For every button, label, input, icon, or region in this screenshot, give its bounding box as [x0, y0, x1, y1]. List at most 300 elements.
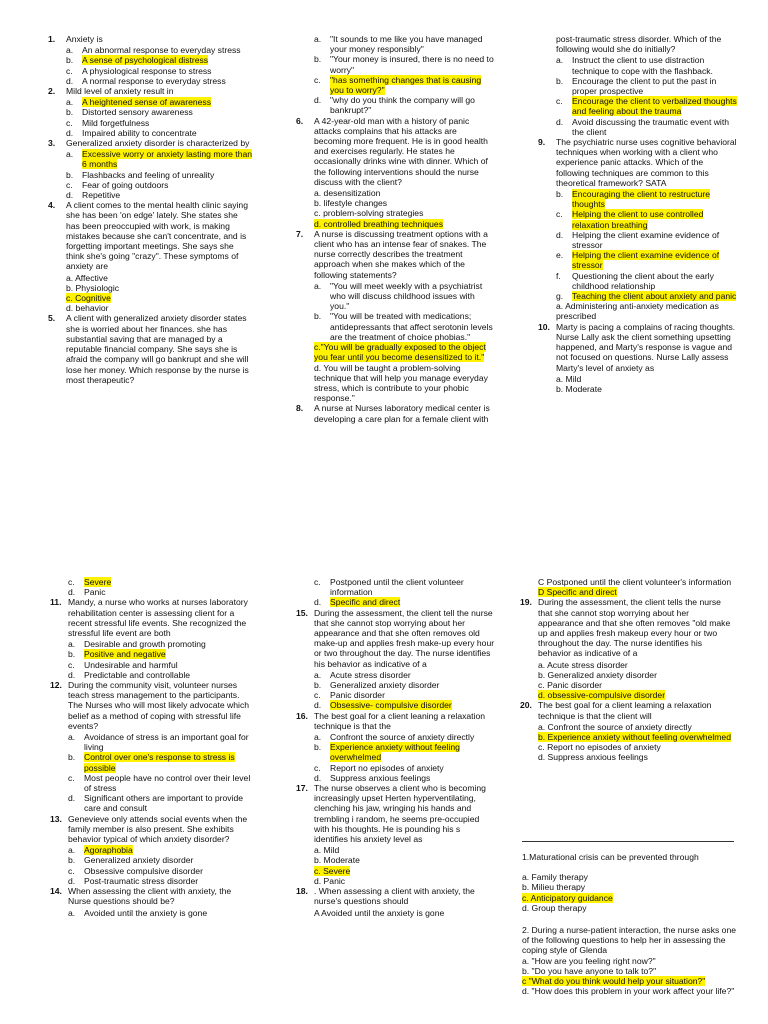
answer-option — [296, 219, 496, 229]
question-stem — [48, 200, 254, 271]
option-text: Desirable and growth promoting — [84, 639, 206, 650]
answer-option — [538, 96, 738, 116]
option-letter: b. — [68, 649, 76, 660]
question-text: When assessing the client with anxiety, the Nurse questions should be? — [68, 886, 232, 907]
option-text: C Postponed until the client volunteer's information — [538, 577, 732, 587]
answer-option — [296, 198, 496, 208]
question-number: 17. — [296, 783, 308, 794]
option-text: "You will meet weekly with a psychiatrist who will discuss childhood issues with you." — [330, 280, 483, 312]
question-stem — [50, 814, 254, 845]
option-letter: d. — [68, 875, 76, 886]
question-number: 15. — [296, 607, 308, 618]
answer-option — [48, 97, 254, 107]
option-text: Significant others are important to provide care and consult — [84, 793, 244, 814]
answer-option — [48, 107, 254, 117]
option-text: a. Administering anti-anxiety medication as prescribed — [556, 301, 719, 322]
option-letter: f. — [556, 270, 561, 281]
question-text: During the community visit, volunteer nurses teach stress management to the participants. The Nurses who will most likely advocate which belief as a method of coping with stressful life events? — [68, 680, 250, 731]
question-stem — [48, 313, 254, 384]
question-number: 19. — [520, 597, 532, 608]
answer-option — [520, 742, 736, 752]
option-letter: g. — [556, 291, 564, 302]
question-text: A nurse at Nurses laboratory medical center is developing a care plan for a female client with — [314, 403, 490, 424]
option-letter: a. — [556, 55, 564, 66]
answer-option — [50, 773, 254, 793]
option-text: d. You will be taught a problem-solving technique that will help you manage everyday stress, which is contribute to your phobic response." — [314, 362, 488, 404]
option-letter: d. — [556, 116, 564, 127]
option-text: Suppress anxious feelings — [330, 772, 431, 783]
answer-option — [296, 732, 496, 742]
question-text: The best goal for a client leaning a relaxation technique is that the — [314, 710, 486, 731]
line-text: b. "Do you have anyone to talk to?" — [522, 965, 657, 976]
answer-option — [48, 180, 254, 190]
option-letter: c. — [556, 96, 563, 107]
text-line — [522, 986, 736, 996]
question-number: 7. — [296, 228, 304, 239]
option-text: "You will be treated with medications; antidepressants that affect serotonin levels are the treatment of choice phobias." — [330, 311, 493, 342]
column-5 — [296, 577, 496, 918]
answer-option — [50, 866, 254, 876]
option-text: a. desensitization — [314, 188, 381, 199]
answer-option — [296, 95, 496, 115]
text-line — [522, 872, 736, 882]
option-text: An abnormal response to everyday stress — [82, 45, 241, 56]
option-text: "It sounds to me like you have managed your money responsibly" — [330, 34, 483, 55]
option-text: Questioning the client about the early childhood relationship — [572, 270, 714, 291]
highlighted-answer: Positive and negative — [84, 649, 166, 660]
option-text: Post-traumatic stress disorder — [84, 875, 199, 886]
answer-option — [520, 670, 736, 680]
answer-option — [296, 845, 496, 855]
option-letter: b. — [556, 189, 564, 200]
line-text: 2. During a nurse-patient interaction, the nurse asks one of the following questions to help her in assessing the coping style of Glenda — [522, 925, 737, 956]
text-line — [522, 903, 736, 913]
option-text: A physiological response to stress — [82, 65, 212, 76]
answer-option — [48, 55, 254, 65]
question-stem — [520, 700, 736, 720]
question-number: 5. — [48, 313, 56, 324]
answer-option — [296, 342, 496, 362]
answer-option — [538, 76, 738, 96]
option-text: Encourage the client to put the past in proper prospective — [572, 75, 717, 97]
highlighted-answer: Excessive worry or anxiety lasting more than 6 months — [82, 149, 253, 170]
option-letter: d. — [314, 95, 322, 106]
option-letter: c. — [66, 117, 73, 128]
option-text: Instruct the client to use distraction technique to cope with the flashback. — [572, 55, 713, 76]
answer-option — [50, 752, 254, 772]
answer-option — [50, 587, 254, 597]
option-text: a. Confront the source of anxiety directly — [538, 721, 692, 732]
option-letter: a. — [68, 639, 76, 650]
option-letter: a. — [68, 907, 76, 918]
option-text: a. Acute stress disorder — [538, 659, 628, 670]
option-text: Distorted sensory awareness — [82, 107, 193, 118]
question-text: Mandy, a nurse who works at nurses laboratory rehabilitation center is assessing client for a recent stressful life events. She recognized the stressful life event are both — [68, 597, 248, 639]
option-text: c. problem-solving strategies — [314, 208, 424, 219]
option-text: Repetitive — [82, 190, 121, 201]
highlighted-answer: "has something changes that is causing you to worry?" — [330, 74, 482, 96]
option-text: b. Moderate — [556, 383, 602, 394]
answer-option — [48, 128, 254, 138]
question-number: 13. — [50, 813, 62, 824]
option-letter: d. — [556, 229, 564, 240]
question-stem — [538, 137, 738, 188]
question-text: A nurse is discussing treatment options with a client who has an intense fear of snakes. The nurse correctly describes the treatment approach when she makes which of the following statements? — [314, 228, 488, 280]
option-letter: c. — [68, 865, 75, 876]
option-letter: b. — [314, 311, 322, 322]
question-number: 10. — [538, 321, 550, 332]
question-stem — [50, 886, 254, 906]
option-letter: c. — [314, 74, 321, 85]
option-letter: d. — [68, 669, 76, 680]
question-text: . When assessing a client with anxiety, the nurse's questions should — [314, 886, 475, 907]
option-text: d. behavior — [66, 303, 109, 314]
answer-option — [48, 170, 254, 180]
answer-option — [48, 45, 254, 55]
option-text: b. Physiologic — [66, 282, 120, 293]
highlighted-answer: Agoraphobia — [84, 845, 133, 856]
answer-option — [296, 311, 496, 342]
answer-option — [538, 55, 738, 75]
answer-option — [520, 722, 736, 732]
answer-option — [538, 117, 738, 137]
option-text: a. Affective — [66, 272, 108, 283]
text-line — [522, 882, 736, 892]
text-line — [522, 966, 736, 976]
highlighted-answer: Specific and direct — [330, 597, 401, 608]
option-letter: a. — [66, 45, 74, 56]
column-6-extra — [522, 852, 736, 996]
option-letter: c. — [314, 762, 321, 773]
answer-option — [48, 273, 254, 283]
question-stem — [296, 711, 496, 731]
answer-option — [296, 670, 496, 680]
option-letter: b. — [556, 75, 564, 86]
question-number: 4. — [48, 200, 56, 211]
option-text: Panic disorder — [330, 690, 385, 701]
answer-option — [50, 855, 254, 865]
answer-option — [50, 639, 254, 649]
option-letter: c. — [314, 690, 321, 701]
answer-option — [48, 190, 254, 200]
option-letter: d. — [66, 75, 74, 86]
option-letter: d. — [66, 127, 74, 138]
question-number: 1. — [48, 34, 56, 44]
answer-option — [50, 908, 254, 918]
option-letter: a. — [68, 845, 76, 856]
option-text: Fear of going outdoors — [82, 179, 169, 190]
question-text: Generalized anxiety disorder is characterized by — [66, 138, 250, 149]
question-number: 14. — [50, 886, 62, 897]
option-letter: a. — [66, 97, 74, 108]
highlighted-answer: A sense of psychological distress — [82, 55, 209, 66]
highlighted-answer: Helping the client to use controlled relaxation breathing — [572, 209, 704, 230]
answer-option — [50, 660, 254, 670]
highlighted-answer: Encouraging the client to restructure thoughts — [572, 189, 711, 210]
line-text: a. Family therapy — [522, 872, 588, 883]
question-number: 2. — [48, 86, 56, 97]
highlighted-answer: c. Severe — [314, 865, 351, 876]
answer-option — [296, 855, 496, 865]
question-number: 12. — [50, 680, 62, 691]
answer-option — [520, 680, 736, 690]
highlighted-answer: Experience anxiety without feeling overwhelmed — [330, 742, 460, 763]
highlighted-answer: b. Experience anxiety without feeling overwhelmed — [538, 732, 731, 743]
answer-option — [296, 690, 496, 700]
option-text: a. Mild — [314, 845, 340, 856]
answer-option — [538, 374, 738, 384]
section-divider — [522, 841, 734, 842]
question-stem — [538, 34, 738, 54]
option-text: c. Report no episodes of anxiety — [538, 742, 661, 753]
answer-option — [520, 577, 736, 587]
option-text: A normal response to everyday stress — [82, 75, 226, 86]
question-number: 16. — [296, 710, 308, 721]
question-text: The best goal for a client leaming a relaxation technique is that the client will — [538, 700, 712, 721]
option-text: d. Panic — [314, 875, 346, 886]
answer-option — [538, 384, 738, 394]
option-text: Impaired ability to concentrate — [82, 127, 197, 138]
line-text: 1.Maturational crisis can be prevented through — [522, 852, 699, 862]
option-letter: c. — [68, 577, 75, 587]
question-text: Genevieve only attends social events when the family member is also present. She exhibits behavior typical of which anxiety disorder? — [68, 813, 248, 845]
answer-option — [296, 908, 496, 918]
highlighted-answer: c "What do you think would help your situation?" — [522, 976, 706, 987]
option-letter: a. — [314, 669, 322, 680]
answer-option — [296, 281, 496, 312]
column-1 — [48, 34, 254, 386]
answer-option — [538, 271, 738, 291]
question-stem — [48, 86, 254, 96]
option-letter: d. — [314, 772, 322, 783]
option-letter: b. — [314, 680, 322, 691]
answer-option — [296, 34, 496, 54]
question-text: The nurse observes a client who is becoming increasingly upset Herten hyperventilating, clenching his jaw, wringing his hands and trembling i random, he seems pre-occupied with his thoughts. He is pounding his s identifies his anxiety level as — [314, 783, 486, 845]
answer-option — [520, 587, 736, 597]
option-letter: b. — [314, 54, 322, 65]
question-text: A 42-year-old man with a history of panic attacks complains that his attacks are becoming more frequent. He is in good health and exercises regularly. He states he occasionally drinks wine with dinner. Which of the following interventions should the nurse discuss with the client? — [314, 115, 488, 187]
answer-option — [296, 577, 496, 597]
question-number: 8. — [296, 403, 304, 414]
highlighted-answer: d. obsessive-compulsive disorder — [538, 690, 666, 701]
answer-option — [50, 845, 254, 855]
answer-option — [50, 793, 254, 813]
option-letter: d. — [314, 700, 322, 711]
highlighted-answer: c. Anticipatory guidance — [522, 892, 613, 903]
option-text: "Your money is insured, there is no need to worry" — [330, 54, 494, 75]
option-letter: a. — [314, 280, 322, 291]
option-text: Report no episodes of anxiety — [330, 762, 444, 773]
highlighted-answer: Severe — [84, 577, 112, 587]
text-line — [522, 976, 736, 986]
question-text: Anxiety is — [66, 34, 103, 44]
option-text: Postponed until the client volunteer information — [330, 577, 464, 598]
text-line — [522, 893, 736, 903]
answer-option — [538, 301, 738, 321]
option-letter: a. — [314, 34, 322, 44]
option-text: Helping the client examine evidence of stressor — [572, 229, 720, 251]
answer-option — [296, 876, 496, 886]
line-text: d. Group therapy — [522, 902, 587, 913]
option-text: c. Panic disorder — [538, 680, 603, 691]
option-text: Generalized anxiety disorder — [330, 680, 440, 691]
column-2 — [296, 34, 496, 425]
answer-option — [538, 209, 738, 229]
option-letter: b. — [66, 169, 74, 180]
question-number: 11. — [50, 597, 62, 608]
option-text: Avoidance of stress is an important goal for living — [84, 732, 249, 753]
question-stem — [520, 597, 736, 658]
question-stem — [538, 322, 738, 373]
option-letter: d. — [66, 190, 74, 201]
answer-option — [48, 303, 254, 313]
answer-option — [538, 291, 738, 301]
text-line — [522, 852, 736, 862]
question-text: A client with generalized anxiety disorder states she is worried about her finances. she has substantial saving that are managed by a reputable financial company. She says she is afraid the company will go bankrupt and she will lose her money. Which response by the nurse is most therapeutic? — [66, 313, 249, 385]
answer-option — [520, 690, 736, 700]
question-number: 18. — [296, 886, 308, 897]
answer-option — [296, 363, 496, 404]
question-text: The psychiatric nurse uses cognitive behavioral techniques when working with a client who experience panic attacks. Which of the following techniques are common to this theoretical framework? SATA — [556, 137, 737, 188]
answer-option — [520, 732, 736, 742]
answer-option — [48, 118, 254, 128]
option-text: b. Moderate — [314, 855, 360, 866]
answer-option — [296, 54, 496, 74]
option-letter: b. — [68, 752, 76, 763]
text-line — [522, 956, 736, 966]
option-letter: c. — [68, 772, 75, 783]
option-text: Flashbacks and feeling of unreality — [82, 169, 215, 180]
answer-option — [296, 866, 496, 876]
question-number: 9. — [538, 137, 546, 148]
answer-option — [48, 293, 254, 303]
highlighted-answer: Obsessive- compulsive disorder — [330, 700, 452, 711]
column-6 — [520, 577, 736, 763]
answer-option — [296, 188, 496, 198]
question-stem — [48, 138, 254, 148]
answer-option — [520, 660, 736, 670]
option-letter: b. — [68, 855, 76, 866]
option-letter: c. — [66, 179, 73, 190]
question-text: During the assessment, the client tell the nurse that she cannot stop worrying about her appearance and that she often removes old make-up and applies fresh make-up every hour or two throughout the day. The nurse identifies his behavior as indicative of a — [314, 607, 495, 669]
answer-option — [538, 250, 738, 270]
question-text: During the assessment, the client tells the nurse that she cannot stop worrying about her appearance and that she often removes "old make up and applies fresh makeup every hour or two throughout the day. The nurse identifies his behavior as indicative of a — [538, 597, 731, 659]
option-text: Predictable and controllable — [84, 669, 191, 680]
option-text: A Avoided until the anxiety is gone — [314, 907, 445, 918]
answer-option — [48, 283, 254, 293]
line-text: d. "How does this problem in your work affect your life?" — [522, 986, 735, 997]
answer-option — [50, 577, 254, 587]
question-stem — [296, 403, 496, 423]
question-stem — [296, 886, 496, 906]
answer-option — [296, 208, 496, 218]
option-letter: b. — [66, 107, 74, 118]
option-text: a. Mild — [556, 373, 582, 384]
answer-option — [538, 189, 738, 209]
answer-option — [520, 752, 736, 762]
answer-option — [296, 742, 496, 762]
question-stem — [50, 597, 254, 638]
option-text: "why do you think the company will go bankrupt?" — [330, 95, 475, 116]
option-text: Acute stress disorder — [330, 669, 411, 680]
question-text: A client comes to the mental health clinic saying she has been 'on edge' lately. She states she has been preoccupied with work, is making mistakes because she can't concentrate, and is forgetting important meetings. She says she think she's going "crazy". These symptoms of anxiety are — [66, 200, 248, 272]
option-letter: a. — [68, 732, 76, 743]
option-letter: a. — [314, 732, 322, 743]
question-text: Marty is pacing a complains of racing thoughts. Nurse Lally ask the client something upsetting happened, and Marty's response is vague and not focused on questions. Nurse Lally assess Marty's level of anxiety as — [556, 321, 736, 373]
option-letter: c. — [68, 659, 75, 670]
option-text: b. lifestyle changes — [314, 198, 388, 209]
option-letter: e. — [556, 250, 564, 261]
highlighted-answer: Helping the client examine evidence of stressor — [572, 250, 720, 271]
option-text: Avoided until the anxiety is gone — [84, 907, 208, 918]
option-text: b. Generalized anxiety disorder — [538, 669, 657, 680]
option-text: Avoid discussing the traumatic event with the client — [572, 116, 729, 137]
answer-option — [50, 732, 254, 752]
option-text: Panic — [84, 587, 106, 598]
option-text: Most people have no control over their level of stress — [84, 772, 251, 794]
highlighted-answer: c. Cognitive — [66, 293, 111, 304]
answer-option — [296, 75, 496, 95]
answer-option — [48, 149, 254, 169]
highlighted-answer: Encourage the client to verbalized thoughts and feeling about the trauma — [572, 96, 737, 117]
answer-option — [296, 773, 496, 783]
answer-option — [296, 597, 496, 607]
question-number: 20. — [520, 700, 532, 711]
option-text: Mild forgetfulness — [82, 117, 150, 128]
answer-option — [50, 876, 254, 886]
highlighted-answer: d. controlled breathing techniques — [314, 218, 443, 229]
option-text: Generalized anxiety disorder — [84, 855, 194, 866]
option-letter: b. — [314, 742, 322, 753]
option-letter: a. — [66, 149, 74, 160]
answer-option — [296, 680, 496, 690]
highlighted-answer: Teaching the client about anxiety and panic — [572, 291, 737, 302]
question-text: Mild level of anxiety result in — [66, 86, 174, 97]
option-text: Confront the source of anxiety directly — [330, 732, 475, 743]
question-stem — [296, 783, 496, 844]
question-number: 3. — [48, 138, 56, 149]
option-letter: b. — [66, 55, 74, 66]
answer-option — [48, 66, 254, 76]
option-letter: c. — [314, 577, 321, 587]
answer-option — [50, 670, 254, 680]
option-text: Undesirable and harmful — [84, 659, 178, 670]
answer-option — [50, 649, 254, 659]
question-text: post-traumatic stress disorder. Which of the following would she do initially? — [556, 34, 722, 55]
answer-option — [48, 76, 254, 86]
answer-option — [538, 230, 738, 250]
option-text: d. Suppress anxious feelings — [538, 752, 648, 763]
question-stem — [296, 229, 496, 280]
answer-option — [296, 700, 496, 710]
question-number: 6. — [296, 115, 304, 126]
highlighted-answer: Control over one's response to stress is possible — [84, 752, 235, 773]
text-line — [522, 925, 736, 956]
highlighted-answer: A heightened sense of awareness — [82, 97, 211, 108]
question-stem — [50, 680, 254, 731]
line-text: b. Milieu therapy — [522, 882, 586, 893]
column-4 — [50, 577, 254, 918]
option-text: Obsessive compulsive disorder — [84, 865, 203, 876]
line-text: a. "How are you feeling right now?" — [522, 955, 656, 966]
highlighted-answer: D Specific and direct — [538, 587, 617, 598]
question-stem — [296, 116, 496, 187]
column-3 — [538, 34, 738, 394]
question-stem — [296, 608, 496, 669]
option-letter: d. — [314, 597, 322, 608]
highlighted-answer: c."You will be gradually exposed to the object you fear until you become desensitized to it." — [314, 342, 486, 363]
option-letter: c. — [66, 65, 73, 76]
